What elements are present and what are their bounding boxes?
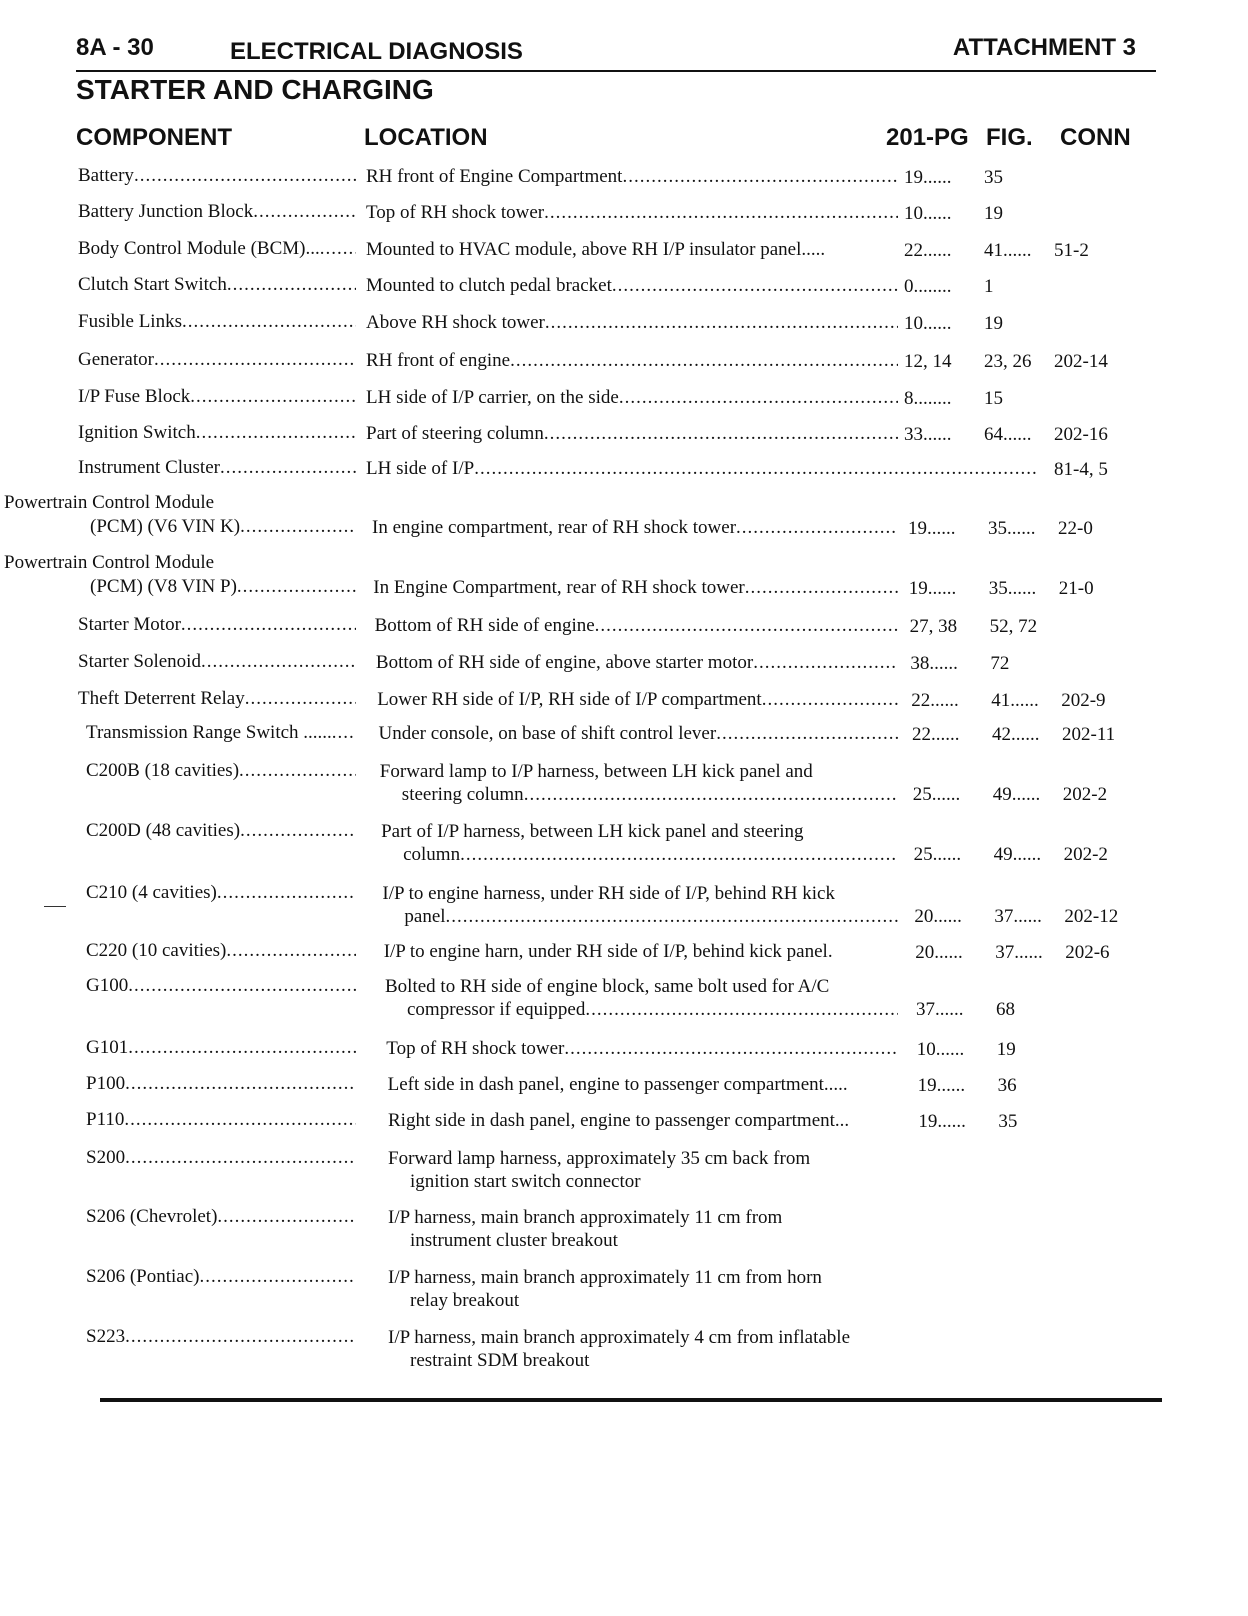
leader-dots [182,311,356,333]
leader-dots [124,1109,356,1131]
location-text: Mounted to clutch pedal bracket [366,275,612,296]
location-cell [366,457,1036,480]
figure-ref: 15 [984,388,1003,409]
location-text-cont: compressor if equipped [407,999,586,1020]
page-ref: 37...... [916,999,964,1020]
leader-dots [253,201,356,223]
leader-dots [564,1037,898,1060]
component-name: S206 (Chevrolet) [86,1206,218,1227]
leader-dots [199,1266,356,1288]
component-name: Instrument Cluster [78,457,220,478]
table-row [0,820,1248,876]
figure-ref: 35...... [988,578,1037,599]
leader-dots [332,722,356,744]
component-cell [78,311,356,333]
location-text: I/P harness, main branch approximately 11 cm from [388,1207,783,1228]
component-name: Transmission Range Switch ...... [86,722,332,743]
leader-dots [128,975,356,997]
component-name: P110 [86,1109,125,1130]
location-cell [388,1206,782,1252]
page-ref: 20...... [914,906,962,927]
location-text: Forward lamp to I/P harness, between LH kick panel and [379,761,813,782]
component-cell [78,238,356,260]
column-header-page: 201-PG [886,124,969,151]
location-cell [388,1073,848,1096]
leader-dots [745,576,898,599]
leader-dots [612,274,898,297]
location-text: In Engine Compartment, rear of RH shock tower [373,577,745,598]
location-cell [380,760,898,806]
figure-ref: 41...... [991,690,1039,711]
location-text: Right side in dash panel, engine to passenger compartment... [388,1110,850,1131]
leader-dots [201,651,356,673]
component-cell [78,760,356,782]
figure-ref: 36 [997,1075,1017,1096]
figure-ref: 72 [990,653,1010,674]
location-text: Top of RH shock tower [366,202,545,223]
leader-dots [446,905,898,928]
figure-ref: 35 [984,167,1003,188]
component-name: Generator [78,349,154,370]
figure-ref: 19 [984,203,1003,224]
location-text: Left side in dash panel, engine to passenger compartment..... [387,1074,848,1095]
leader-dots [510,349,898,372]
component-name: Fusible Links [78,311,182,332]
leader-dots [716,722,898,745]
component-name: Battery [78,165,134,186]
column-header-component: COMPONENT [76,124,232,151]
page-ref: 22...... [912,724,960,745]
figure-ref: 19 [996,1039,1016,1060]
component-name: Body Control Module (BCM)... [78,238,320,259]
table-row [0,1206,1248,1262]
figure-ref: 23, 26 [984,351,1032,372]
component-name: Battery Junction Block [78,201,254,222]
leader-dots [128,1037,356,1059]
table-row [0,760,1248,816]
connector-ref: 202-12 [1064,906,1119,927]
leader-dots [544,422,898,445]
component-name: Powertrain Control Module [4,552,215,573]
component-cell [78,940,356,962]
page-ref: 22...... [904,240,952,261]
connector-ref: 202-11 [1062,724,1116,745]
leader-dots [125,1073,356,1095]
component-cell [78,1206,356,1228]
component-cell [78,1266,356,1288]
location-text: Bolted to RH side of engine block, same bolt used for A/C [385,976,830,997]
location-text: Above RH shock tower [366,312,545,333]
connector-ref: 81-4, 5 [1054,459,1108,480]
table-row [0,882,1248,938]
location-text: I/P to engine harn, under RH side of I/P, behind kick panel. [383,941,833,962]
leader-dots [125,1147,356,1169]
location-cell [366,201,898,224]
page-ref: 20...... [915,942,963,963]
location-cell [388,1109,849,1132]
location-text: Mounted to HVAC module, above RH I/P insulator panel..... [366,239,826,260]
column-header-location: LOCATION [364,124,488,151]
figure-ref: 1 [984,276,994,297]
component-cell [78,165,356,187]
figure-ref: 42...... [992,724,1040,745]
leader-dots [217,882,356,904]
table-row [0,492,1248,548]
location-cell [366,274,898,297]
connector-ref: 51-2 [1054,240,1089,261]
leader-dots [217,1206,356,1228]
component-name: C200B (18 cavities) [86,760,240,781]
section-title: ELECTRICAL DIAGNOSIS [230,38,523,65]
column-header-conn: CONN [1060,124,1131,151]
component-cell [78,722,356,744]
location-cell [376,651,898,674]
location-text-cont: instrument cluster breakout [410,1230,618,1251]
leader-dots [240,516,356,538]
location-cell [382,882,898,928]
page-ref: 10...... [916,1039,965,1060]
table-row [0,1326,1248,1382]
leader-dots [460,843,898,866]
leader-dots [190,386,356,408]
leader-dots [181,614,356,636]
component-cell [78,386,356,408]
connector-ref: 202-6 [1065,942,1110,963]
location-text: Part of I/P harness, between LH kick panel and steering [381,821,804,842]
component-cell [78,1109,356,1131]
component-name: Theft Deterrent Relay [78,688,245,709]
page-header [76,30,1156,72]
leader-dots [753,651,898,674]
location-cell [388,1147,810,1193]
component-name-cont: (PCM) (V6 VIN K) [90,516,241,537]
table-row [0,1147,1248,1203]
component-cell [78,516,356,538]
component-name: S206 (Pontiac) [86,1266,200,1287]
leader-dots [237,576,356,598]
leader-dots [226,940,356,962]
figure-ref: 35 [998,1111,1018,1132]
table-row [0,975,1248,1031]
component-name: S200 [86,1147,126,1168]
component-name: Starter Solenoid [78,651,201,672]
page-ref: 10...... [904,313,952,334]
figure-ref: 41...... [984,240,1032,261]
page-ref: 12, 14 [904,351,952,372]
location-cell [385,975,898,1021]
page-ref: 33...... [904,424,952,445]
component-cell [78,1037,356,1059]
leader-dots [595,614,898,637]
component-name: Starter Motor [78,614,181,635]
page-ref: 19...... [904,167,952,188]
connector-ref: 22-0 [1058,518,1093,539]
location-text-cont: panel [404,906,446,927]
leader-dots [125,1326,356,1348]
page-title: STARTER AND CHARGING [76,74,434,105]
component-name: Powertrain Control Module [4,492,215,513]
component-cell [78,576,356,598]
connector-ref: 202-14 [1054,351,1108,372]
location-cell [381,820,898,866]
location-text: Top of RH shock tower [386,1038,565,1059]
location-text-cont: column [403,844,461,865]
component-name: G100 [86,975,129,996]
location-cell [366,165,898,188]
leader-dots [134,165,356,187]
connector-ref: 202-2 [1062,784,1108,805]
page-ref: 8........ [904,388,952,409]
location-text: LH side of I/P [366,458,475,479]
figure-ref: 68 [996,999,1015,1020]
location-text-cont: steering column [401,784,524,805]
figure-ref: 37...... [995,942,1043,963]
page-ref: 19...... [917,1075,966,1096]
location-cell [366,238,825,261]
leader-dots [544,201,898,224]
leader-dots [227,274,356,296]
leader-dots [622,165,898,188]
location-cell [366,311,898,334]
page-ref: 19...... [918,1111,966,1132]
bottom-rule [100,1398,1162,1402]
location-cell [366,422,898,445]
component-cell [78,882,356,904]
attachment-label: ATTACHMENT 3 [952,34,1136,61]
margin-mark [44,906,66,907]
location-cell [372,516,898,539]
location-text: Under console, on base of shift control lever [378,723,717,744]
connector-ref: 202-16 [1054,424,1108,445]
figure-ref: 37...... [994,906,1042,927]
component-name: G101 [86,1037,129,1058]
leader-dots [154,349,356,371]
figure-ref: 35...... [988,518,1036,539]
component-cell [78,1326,356,1348]
location-text: In engine compartment, rear of RH shock tower [372,517,737,538]
page-ref: 25...... [912,784,961,805]
location-cell [366,386,898,409]
leader-dots [239,760,356,782]
component-cell [78,1073,356,1095]
page-ref: 19...... [908,578,957,599]
component-cell [78,820,356,842]
location-text: Forward lamp harness, approximately 35 cm back from [388,1148,811,1169]
component-name-cont: (PCM) (V8 VIN P) [90,576,237,597]
table-row [0,1266,1248,1322]
component-name: P100 [86,1073,126,1094]
location-text: RH front of engine [366,350,511,371]
location-text: I/P to engine harness, under RH side of I/P, behind RH kick [382,883,835,904]
component-name: I/P Fuse Block [78,386,191,407]
location-text: I/P harness, main branch approximately 4 cm from inflatable [388,1327,851,1348]
figure-ref: 49...... [992,784,1041,805]
location-cell [386,1037,898,1060]
location-cell [384,940,833,963]
leader-dots [196,422,356,444]
location-text-cont: ignition start switch connector [410,1171,641,1192]
location-cell [373,576,898,599]
page-ref: 19...... [908,518,956,539]
location-cell [375,614,898,637]
page-number: 8A - 30 [76,34,154,61]
location-text-cont: restraint SDM breakout [410,1350,590,1371]
component-cell [78,349,356,371]
component-name: C220 (10 cavities) [86,940,227,961]
location-cell [366,349,898,372]
leader-dots [545,311,898,334]
component-cell [78,274,356,296]
figure-ref: 49...... [993,844,1042,865]
location-text: Lower RH side of I/P, RH side of I/P compartment [377,689,762,710]
page-ref: 38...... [910,653,958,674]
location-cell [379,722,899,745]
location-text: RH front of Engine Compartment [366,166,623,187]
component-cell [78,614,356,636]
component-name: Clutch Start Switch [78,274,227,295]
leader-dots [245,688,356,710]
component-name: Ignition Switch [78,422,196,443]
component-cell [78,422,356,444]
leader-dots [320,238,356,260]
page-ref: 22...... [911,690,959,711]
leader-dots [474,457,1036,480]
component-name: C200D (48 cavities) [86,820,241,841]
page-ref: 25...... [913,844,962,865]
connector-ref: 21-0 [1058,578,1094,599]
location-text: Bottom of RH side of engine, above starter motor [375,652,754,673]
page-ref: 27, 38 [909,616,958,637]
leader-dots [220,457,356,479]
column-header-fig: FIG. [986,124,1033,151]
component-name: S223 [86,1326,126,1347]
page-ref: 10...... [904,203,952,224]
location-cell [388,1266,822,1312]
component-name: C210 (4 cavities) [86,882,217,903]
leader-dots [762,688,898,711]
connector-ref: 202-2 [1063,844,1108,865]
connector-ref: 202-9 [1061,690,1106,711]
location-text: I/P harness, main branch approximately 11 cm from horn [388,1267,822,1288]
location-text: Bottom of RH side of engine [374,615,595,636]
figure-ref: 64...... [984,424,1032,445]
location-cell [388,1326,850,1372]
figure-ref: 19 [984,313,1003,334]
component-cell [78,975,356,997]
leader-dots [736,516,898,539]
component-cell [78,651,356,673]
component-cell [78,688,356,710]
leader-dots [524,783,898,806]
component-cell [78,457,356,479]
leader-dots [585,998,898,1021]
component-cell [78,201,356,223]
location-text-cont: relay breakout [410,1290,520,1311]
leader-dots [619,386,898,409]
location-text: Part of steering column [366,423,544,444]
page-ref: 0........ [904,276,952,297]
location-text: LH side of I/P carrier, on the side [366,387,619,408]
table-row [0,552,1248,608]
component-cell [78,1147,356,1169]
figure-ref: 52, 72 [989,616,1038,637]
location-cell [377,688,898,711]
leader-dots [240,820,356,842]
